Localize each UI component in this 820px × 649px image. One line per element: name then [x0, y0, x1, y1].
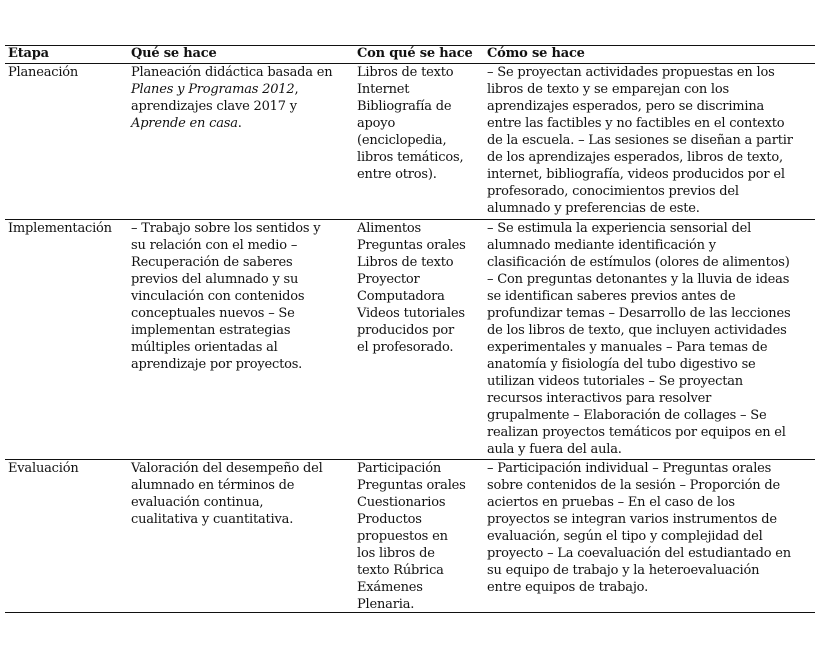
cell-text-line [487, 305, 790, 322]
text: Cuestionarios [357, 495, 446, 510]
cell-text-line [357, 271, 466, 288]
text: – Se proyectan actividades propuestas en los [487, 65, 775, 80]
cell-text-line [487, 149, 793, 166]
cell-text-line [487, 271, 790, 288]
cell-text-line [487, 322, 790, 339]
text: experimentales y manuales – Para temas de [487, 340, 768, 355]
text: Alimentos [357, 221, 422, 236]
text: grupalmente – Elaboración de collages – Se [487, 408, 767, 423]
cell-text-line [487, 115, 793, 132]
cell-con-que-se-hace [357, 220, 466, 356]
text: Recuperación de saberes [131, 255, 293, 270]
text: Preguntas orales [357, 478, 466, 493]
cell-text-line [487, 254, 790, 271]
text: cualitativa y cuantitativa. [131, 512, 294, 527]
text: entre las factibles y no factibles en el contexto [487, 116, 785, 131]
cell-text-line [131, 254, 320, 271]
cell-text-line [487, 424, 790, 441]
cell-text-line [487, 562, 791, 579]
text: Valoración del desempeño del [131, 461, 323, 476]
cell-text-line [357, 477, 466, 494]
cell-que-se-hace [131, 460, 323, 528]
text: alumnado y preferencias de este. [487, 201, 700, 216]
text: internet, bibliografía, videos producidos por el [487, 167, 785, 182]
cell-text-line [131, 64, 332, 81]
cell-text-line [487, 407, 790, 424]
cell-text-line [487, 64, 793, 81]
cell-text-line [8, 460, 79, 477]
text: sobre contenidos de la sesión – Proporción de [487, 478, 781, 493]
text: de los aprendizajes esperados, libros de texto, [487, 150, 783, 165]
cell-como-se-hace [487, 460, 791, 596]
cell-con-que-se-hace [357, 64, 463, 183]
text: clasificación de estímulos (olores de alimentos) [487, 255, 790, 270]
text: libros temáticos, [357, 150, 464, 165]
text: previos del alumnado y su [131, 272, 299, 287]
text: Exámenes [357, 580, 423, 595]
cell-etapa [8, 220, 112, 237]
table-row-evaluacion [5, 460, 815, 613]
cell-text-line [487, 98, 793, 115]
text: aprendizaje por proyectos. [131, 357, 303, 372]
cell-text-line [357, 288, 466, 305]
cell-text-line [357, 115, 463, 132]
italic-text: Planes y Programas 2012 [131, 82, 295, 97]
cell-text-line [487, 545, 791, 562]
cell-text-line [357, 339, 466, 356]
header-con-que-se-hace: Con qué se hace [357, 46, 473, 61]
cell-text-line [487, 132, 793, 149]
text: profesorado, conocimientos previos del [487, 184, 739, 199]
cell-text-line [357, 132, 463, 149]
cell-text-line [357, 545, 466, 562]
text: Computadora [357, 289, 445, 304]
cell-text-line [131, 477, 323, 494]
cell-etapa [8, 64, 78, 81]
cell-que-se-hace [131, 64, 332, 132]
cell-text-line [357, 528, 466, 545]
cell-con-que-se-hace [357, 460, 466, 613]
cell-text-line [357, 220, 466, 237]
text: Participación [357, 461, 442, 476]
text: aula y fuera del aula. [487, 442, 622, 457]
text: apoyo [357, 116, 396, 131]
cell-text-line [131, 339, 320, 356]
cell-text-line [487, 339, 790, 356]
table-row-planeacion [5, 64, 815, 220]
cell-text-line [131, 511, 323, 528]
cell-como-se-hace [487, 220, 790, 458]
text: entre equipos de trabajo. [487, 580, 648, 595]
cell-text-line [487, 237, 790, 254]
text: entre otros). [357, 167, 437, 182]
text: recursos interactivos para resolver [487, 391, 712, 406]
stages-table [5, 45, 815, 613]
cell-text-line [357, 81, 463, 98]
table-header-row [5, 46, 815, 64]
cell-text-line [357, 237, 466, 254]
text: , [294, 82, 299, 97]
cell-text-line [131, 81, 332, 98]
cell-text-line [131, 305, 320, 322]
cell-text-line [487, 166, 793, 183]
text: aprendizajes esperados, pero se discrimina [487, 99, 765, 114]
text: – Se estimula la experiencia sensorial del [487, 221, 752, 236]
cell-text-line [131, 356, 320, 373]
text: – Con preguntas detonantes y la lluvia de ideas [487, 272, 790, 287]
cell-text-line [487, 441, 790, 458]
text: – Participación individual – Preguntas orales [487, 461, 772, 476]
cell-text-line [357, 305, 466, 322]
text: Libros de texto [357, 65, 454, 80]
cell-text-line [487, 356, 790, 373]
text: implementan estrategias [131, 323, 291, 338]
cell-text-line [8, 64, 78, 81]
cell-text-line [487, 390, 790, 407]
cell-text-line [131, 460, 323, 477]
text: alumnado mediante identificación y [487, 238, 716, 253]
text: Evaluación [8, 461, 79, 476]
cell-text-line [131, 98, 332, 115]
text: Preguntas orales [357, 238, 466, 253]
cell-text-line [357, 149, 463, 166]
cell-text-line [357, 98, 463, 115]
cell-text-line [357, 254, 466, 271]
cell-text-line [131, 288, 320, 305]
cell-text-line [357, 579, 466, 596]
cell-que-se-hace [131, 220, 320, 373]
text: Planeación didáctica basada en [131, 65, 333, 80]
text: . [237, 116, 242, 131]
cell-text-line [487, 220, 790, 237]
text: vinculación con contenidos [131, 289, 305, 304]
cell-text-line [357, 596, 466, 613]
text: Productos [357, 512, 422, 527]
text: proyectos se integran varios instrumentos de [487, 512, 777, 527]
cell-text-line [487, 494, 791, 511]
cell-como-se-hace [487, 64, 793, 217]
cell-text-line [131, 271, 320, 288]
text: su relación con el medio – [131, 238, 298, 253]
text: Bibliografía de [357, 99, 452, 114]
text: de la escuela. – Las sesiones se diseñan a partir [487, 133, 793, 148]
cell-text-line [131, 322, 320, 339]
italic-text: Aprende en casa [131, 116, 238, 131]
text: producidos por [357, 323, 455, 338]
table-row-implementacion [5, 220, 815, 460]
text: texto Rúbrica [357, 563, 444, 578]
cell-text-line [131, 494, 323, 511]
text: utilizan videos tutoriales – Se proyectan [487, 374, 743, 389]
text: Videos tutoriales [357, 306, 465, 321]
cell-text-line [357, 494, 466, 511]
text: Planeación [8, 65, 79, 80]
text: evaluación continua, [131, 495, 264, 510]
text: alumnado en términos de [131, 478, 295, 493]
cell-text-line [131, 237, 320, 254]
text: múltiples orientadas al [131, 340, 278, 355]
text: Proyector [357, 272, 420, 287]
text: Internet [357, 82, 410, 97]
text: realizan proyectos temáticos por equipos en el [487, 425, 786, 440]
text: anatomía y fisiología del tubo digestivo se [487, 357, 756, 372]
header-como-se-hace: Cómo se hace [487, 46, 585, 61]
cell-text-line [357, 562, 466, 579]
cell-text-line [357, 322, 466, 339]
text: los libros de [357, 546, 435, 561]
cell-text-line [487, 183, 793, 200]
text: su equipo de trabajo y la heteroevaluación [487, 563, 760, 578]
text: profundizar temas – Desarrollo de las lecciones [487, 306, 791, 321]
text: – Trabajo sobre los sentidos y [131, 221, 321, 236]
header-que-se-hace: Qué se hace [131, 46, 217, 61]
text: conceptuales nuevos – Se [131, 306, 295, 321]
cell-text-line [357, 64, 463, 81]
text: libros de texto y se emparejan con los [487, 82, 729, 97]
cell-text-line [487, 81, 793, 98]
text: proyecto – La coevaluación del estudiantado en [487, 546, 791, 561]
cell-text-line [487, 579, 791, 596]
cell-text-line [357, 460, 466, 477]
cell-text-line [131, 115, 332, 132]
cell-text-line [487, 511, 791, 528]
cell-text-line [487, 373, 790, 390]
cell-text-line [131, 220, 320, 237]
text: Libros de texto [357, 255, 454, 270]
cell-text-line [487, 477, 791, 494]
text: evaluación, según el tipo y complejidad del [487, 529, 763, 544]
cell-text-line [487, 528, 791, 545]
text: Implementación [8, 221, 112, 236]
cell-text-line [487, 288, 790, 305]
cell-text-line [357, 166, 463, 183]
text: aprendizajes clave 2017 y [131, 99, 297, 114]
text: se identifican saberes previos antes de [487, 289, 736, 304]
text: aciertos en pruebas – En el caso de los [487, 495, 735, 510]
cell-etapa [8, 460, 79, 477]
cell-text-line [487, 460, 791, 477]
cell-text-line [487, 200, 793, 217]
cell-text-line [357, 511, 466, 528]
header-etapa: Etapa [8, 46, 49, 61]
text: el profesorado. [357, 340, 454, 355]
cell-text-line [8, 220, 112, 237]
text: de los libros de texto, que incluyen actividades [487, 323, 787, 338]
text: Plenaria. [357, 597, 415, 612]
text: propuestos en [357, 529, 448, 544]
text: (enciclopedia, [357, 133, 447, 148]
